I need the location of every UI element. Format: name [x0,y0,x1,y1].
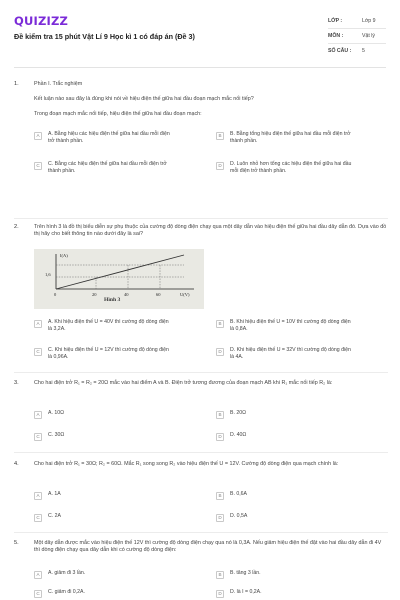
meta-subject-label: MÔN : [328,33,344,39]
question-text: Trên hình 3 là đồ thị biểu diễn sự phụ thuộc của cường độ dòng điện chạy qua một dây dẫn vào hiệu điện thế giữa hai đầu dây dẫn đó. Dựa vào đồ thị hãy cho biết thông tin nào dưới đây là sai? [34,224,387,238]
option-a[interactable] [34,319,173,337]
option-b[interactable] [216,491,355,509]
option-d[interactable] [216,589,355,600]
question-text: Một dây dẫn được mắc vào hiệu điện thế 12V thì cường độ dòng điện chạy qua nó là 0,3A. Nếu giảm hiệu điện thế đặt vào hai đầu dây dẫn đi 4V thì dòng điện chạy qua dây dẫn khi có cường độ dòng điện: [34,540,382,554]
option-text: B. tăng 3 lần. [230,570,261,576]
graph-svg [34,249,204,297]
question-3 [14,380,388,442]
option-letter-box[interactable]: B [216,411,224,419]
question-text: Cho hai điện trở R₁ = R₂ = 20Ω mắc vào hai điểm A và B. Điện trở tương đương của đoạn mạch AB khi R₁ mắc nối tiếp R₂ là: [34,380,333,386]
graph-line [56,255,184,289]
question-number: 3. [14,380,19,386]
option-c[interactable] [34,432,173,450]
option-letter-box[interactable]: C [34,514,42,522]
option-text: D. Luôn nhỏ hơn tổng các hiệu điện thế giữa hai đầu mỗi điện trở thành phần. [230,161,352,174]
question-divider [14,218,388,219]
meta-row-class [328,14,386,29]
x-tick-label: 40 [124,292,129,297]
option-letter-box[interactable]: A [34,571,42,579]
option-text: C. 30Ω [48,432,65,438]
option-text: A. Bằng hiệu các hiệu điện thế giữa hai đầu mỗi điện trở thành phần. [48,131,170,144]
option-letter-box[interactable]: C [34,590,42,598]
x-axis-label: U(V) [180,292,190,297]
option-text: C. 2A [48,513,61,519]
option-c[interactable] [34,589,173,600]
question-text: Cho hai điện trở R₁ = 30Ω; R₂ = 60Ω. Mắc R₁ song song R₂ vào hiệu điện thế U = 12V. Cường độ dòng điện qua mạch chính là: [34,461,339,467]
option-c[interactable] [34,347,173,365]
option-c[interactable] [34,161,173,179]
option-letter-box[interactable]: A [34,492,42,500]
meta-class-label: LỚP : [328,18,343,24]
option-letter-box[interactable]: D [216,590,224,598]
option-text: A. giảm đi 3 lần. [48,570,86,576]
worksheet-meta [328,14,386,59]
question-1 [14,81,388,191]
option-letter-box[interactable]: B [216,132,224,140]
option-text: B. Bằng tổng hiệu điện thế giữa hai đầu mỗi điện trở thành phần. [230,131,351,144]
option-letter-box[interactable]: C [34,433,42,441]
meta-row-count [328,44,386,59]
option-text: C. giảm đi 0,2A. [48,589,85,595]
option-text: B. 0,6A [230,491,248,497]
option-letter-box[interactable]: C [34,348,42,356]
option-a[interactable] [34,131,173,149]
option-d[interactable] [216,347,355,365]
question-number: 2. [14,224,19,230]
option-a[interactable] [34,410,173,428]
option-letter-box[interactable]: C [34,162,42,170]
meta-row-subject [328,29,386,44]
worksheet-header [14,10,386,68]
option-text: D. 0,5A [230,513,248,519]
x-tick-label: 0 [54,292,57,297]
question-divider [14,452,388,453]
option-text: B. Khi hiệu điện thế U = 10V thì cường độ dòng điện là 0,8A. [230,319,351,332]
meta-class-value: Lớp 9 [362,18,376,24]
option-letter-box[interactable]: D [216,348,224,356]
option-text: A. 1A [48,491,61,497]
option-letter-box[interactable]: A [34,132,42,140]
option-b[interactable] [216,319,355,337]
option-letter-box[interactable]: D [216,514,224,522]
option-c[interactable] [34,513,173,531]
option-text: A. 10Ω [48,410,64,416]
option-text: C. Bằng các hiệu điện thế giữa hai đầu mỗi điện trở thành phần. [48,161,167,174]
y-tick-label: 1,6 [45,272,51,277]
question-text: Kết luận nào sau đây là đúng khi nói về hiệu điện thế giữa hai đầu đoạn mạch mắc nối tiếp? [34,96,254,102]
option-text: B. 20Ω [230,410,246,416]
quizizz-logo[interactable]: QUIZIZZ [14,14,69,28]
question-divider [14,532,388,533]
question-subtext: Trong đoạn mạch mắc nối tiếp, hiệu điện thế giữa hai đầu đoạn mạch: [34,111,202,117]
option-text: A. Khi hiệu điện thế U = 40V thì cường độ dòng điện là 3,2A. [48,319,169,332]
option-b[interactable] [216,410,355,428]
x-tick-label: 60 [156,292,161,297]
question-number: 4. [14,461,19,467]
option-letter-box[interactable]: D [216,433,224,441]
option-letter-box[interactable]: A [34,320,42,328]
question-number: 1. [14,81,19,87]
question-4 [14,461,388,525]
option-b[interactable] [216,570,355,588]
meta-subject-value: Vật lý [362,33,375,39]
option-text: D. là I = 0,2A. [230,589,262,595]
option-letter-box[interactable]: D [216,162,224,170]
meta-count-value: 5 [362,48,365,54]
y-axis-label: I(A) [60,253,68,258]
option-b[interactable] [216,131,355,149]
x-tick-label: 20 [92,292,97,297]
question-5 [14,540,388,600]
option-letter-box[interactable]: B [216,320,224,328]
option-text: D. Khi hiệu điện thế U = 32V thì cường độ dòng điện là 4A. [230,347,351,360]
option-a[interactable] [34,570,173,588]
option-d[interactable] [216,432,355,450]
option-a[interactable] [34,491,173,509]
option-letter-box[interactable]: B [216,571,224,579]
meta-count-label: SỐ CÂU : [328,48,352,54]
option-letter-box[interactable]: A [34,411,42,419]
worksheet-title: Đề kiểm tra 15 phút Vật Lí 9 Học kì 1 có đáp án (Đề 3) [14,32,195,41]
question-divider [14,372,388,373]
option-text: D. 40Ω [230,432,247,438]
question-number: 5. [14,540,19,546]
option-d[interactable] [216,513,355,531]
figure-caption: Hình 3 [104,297,121,303]
option-letter-box[interactable]: B [216,492,224,500]
question-part: Phần I. Trắc nghiệm [34,81,83,87]
option-d[interactable] [216,161,355,179]
option-text: C. Khi hiệu điện thế U = 12V thì cường độ dòng điện là 0,96A. [48,347,169,360]
